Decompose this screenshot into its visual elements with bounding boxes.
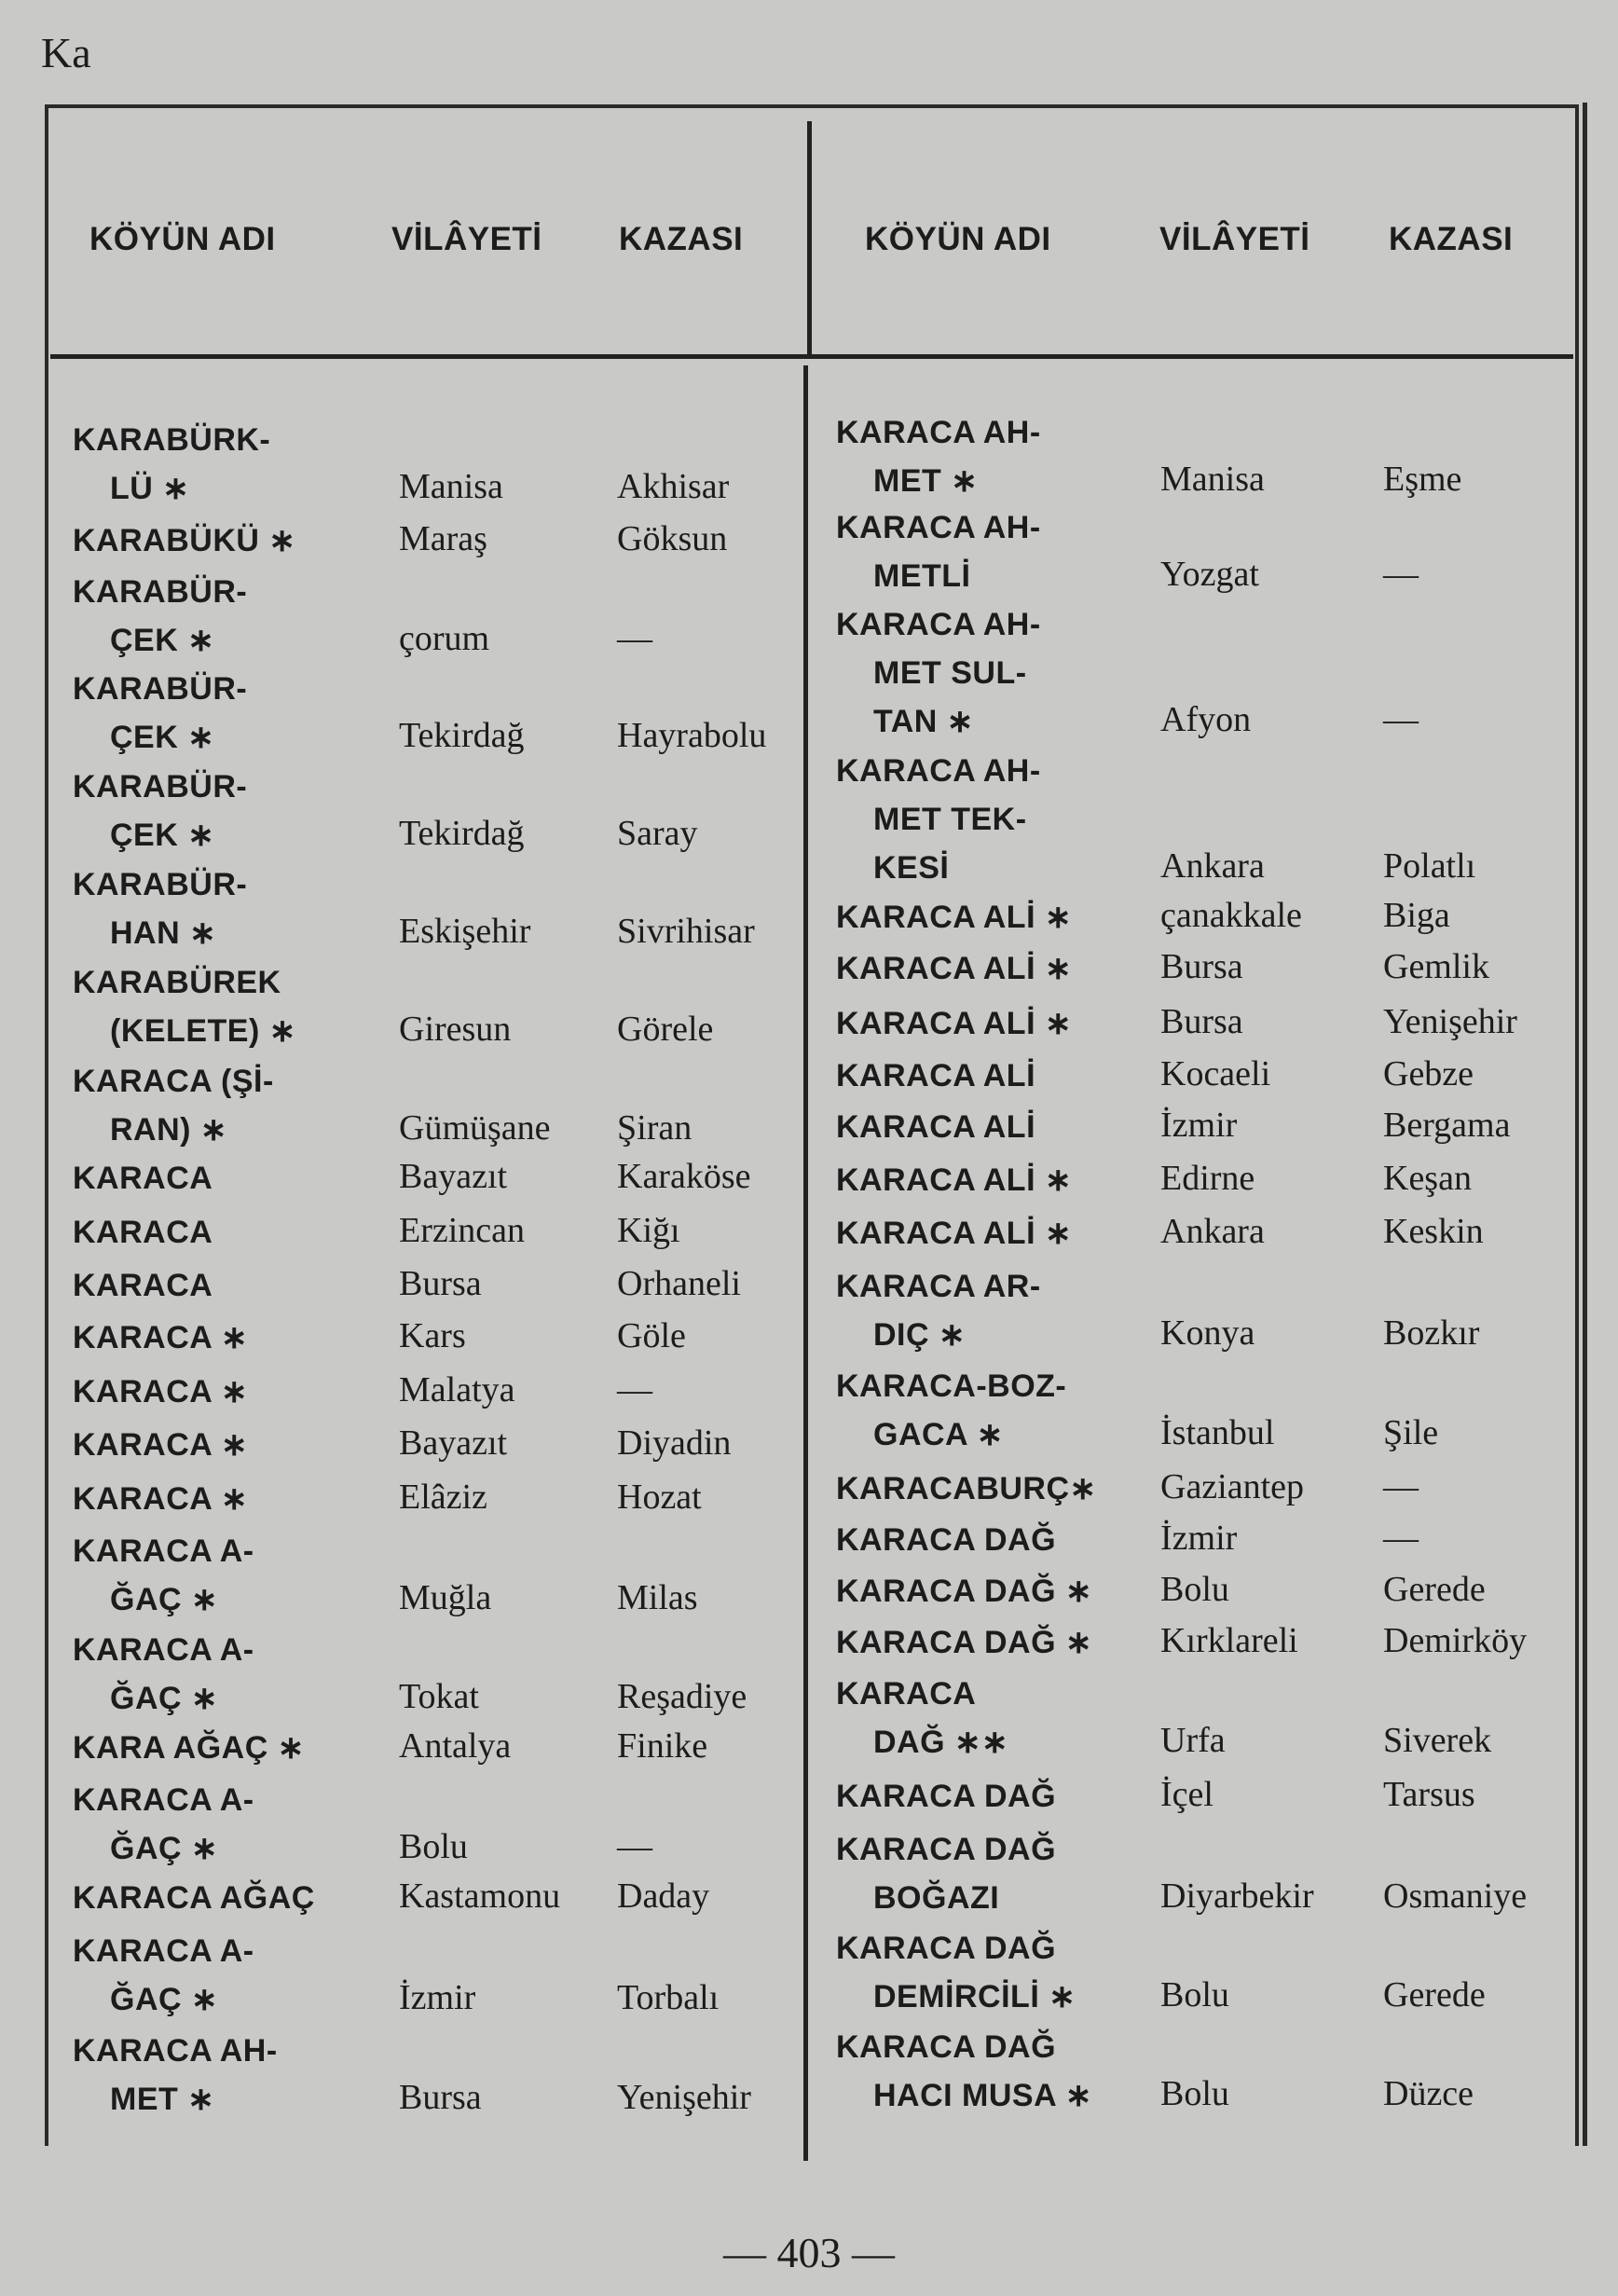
district-cell: Daday	[617, 1877, 710, 1916]
village-name: MET ∗	[873, 463, 979, 499]
district-cell: Şiran	[617, 1108, 692, 1148]
district-cell: Keskin	[1383, 1212, 1484, 1251]
village-name: KARACA ∗	[73, 1481, 248, 1517]
province-cell: Bayazıt	[399, 1157, 508, 1196]
village-name: KARACA AH-	[836, 510, 1041, 545]
village-name: KARACA DAĞ	[836, 2029, 1057, 2065]
province-cell: çorum	[399, 619, 490, 658]
province-cell: İçel	[1160, 1775, 1214, 1814]
district-cell: Siverek	[1383, 1721, 1492, 1760]
province-cell: Afyon	[1160, 700, 1252, 739]
village-name: KESİ	[873, 850, 950, 886]
district-cell: —	[617, 1370, 652, 1409]
village-name: ÇEK ∗	[110, 720, 215, 755]
province-cell: Kocaeli	[1160, 1054, 1271, 1093]
village-name: MET TEK-	[873, 802, 1027, 837]
district-cell: Kiğı	[617, 1211, 680, 1250]
village-name: RAN) ∗	[110, 1112, 227, 1148]
village-name: KARACA AH-	[836, 607, 1041, 642]
village-name: KARACA A-	[73, 1632, 254, 1668]
district-cell: Hayrabolu	[617, 716, 767, 755]
district-cell: —	[1383, 555, 1419, 594]
village-name: KARACA ALİ ∗	[836, 951, 1072, 986]
district-cell: Sivrihisar	[617, 912, 755, 951]
province-cell: Manisa	[1160, 460, 1265, 499]
district-cell: Göle	[617, 1316, 686, 1355]
province-cell: Giresun	[399, 1010, 512, 1049]
district-cell: Gerede	[1383, 1975, 1486, 2014]
province-cell: Bolu	[399, 1827, 468, 1866]
district-cell: —	[1383, 700, 1419, 739]
province-cell: İzmir	[399, 1978, 476, 2017]
district-cell: —	[1383, 1519, 1419, 1558]
village-name: KARABÜR-	[73, 769, 248, 804]
table-frame-right-edge	[1583, 103, 1587, 2146]
province-cell: Edirne	[1160, 1159, 1255, 1198]
column-divider-header	[807, 121, 812, 354]
village-name: KARACA AĞAÇ	[73, 1880, 315, 1916]
province-cell: İstanbul	[1160, 1413, 1275, 1452]
village-name: ĞAÇ ∗	[110, 1582, 218, 1617]
village-name: GACA ∗	[873, 1417, 1004, 1452]
village-name: KARACA DAĞ	[836, 1779, 1057, 1814]
village-name: ÇEK ∗	[110, 623, 215, 658]
province-cell: Antalya	[399, 1726, 512, 1766]
header-right-village: KÖYÜN ADI	[865, 221, 1051, 257]
village-name: KARACA ALİ ∗	[836, 1006, 1072, 1041]
village-name: KARACA A-	[73, 1933, 254, 1969]
province-cell: Tekirdağ	[399, 716, 525, 755]
village-name: KARABÜR-	[73, 867, 248, 902]
village-name: DIÇ ∗	[873, 1317, 966, 1353]
province-cell: Erzincan	[399, 1211, 526, 1250]
province-cell: Kars	[399, 1316, 466, 1355]
village-name: KARACA	[73, 1215, 213, 1250]
district-cell: Karaköse	[617, 1157, 751, 1196]
district-cell: Demirköy	[1383, 1621, 1528, 1660]
district-cell: Milas	[617, 1578, 698, 1617]
village-name: KARABÜR-	[73, 671, 248, 707]
village-name: DAĞ ∗∗	[873, 1725, 1008, 1760]
district-cell: Gebze	[1383, 1054, 1474, 1093]
district-cell: Finike	[617, 1726, 708, 1766]
village-name: KARABÜREK	[73, 965, 281, 1000]
district-cell: Keşan	[1383, 1159, 1472, 1198]
page-number: — 403 —	[723, 2229, 895, 2276]
district-cell: Saray	[617, 814, 698, 853]
village-name: KARACA ∗	[73, 1427, 248, 1463]
village-name: KARACA AH-	[836, 753, 1041, 789]
district-cell: Hozat	[617, 1478, 702, 1517]
province-cell: Malatya	[399, 1370, 515, 1409]
village-name: MET SUL-	[873, 655, 1027, 691]
province-cell: Konya	[1160, 1313, 1255, 1353]
province-cell: Maraş	[399, 519, 487, 558]
province-cell: Tokat	[399, 1677, 479, 1716]
village-name: KARACA	[73, 1161, 213, 1196]
district-cell: Bergama	[1383, 1106, 1511, 1145]
village-name: KARACA AH-	[73, 2033, 278, 2069]
village-name: KARACA DAĞ ∗	[836, 1625, 1092, 1660]
district-cell: Gemlik	[1383, 947, 1489, 986]
province-cell: Manisa	[399, 467, 503, 506]
village-name: KARACA (Şİ-	[73, 1064, 274, 1099]
header-left-province: VİLÂYETİ	[391, 221, 542, 257]
village-name: KARACA	[836, 1676, 977, 1712]
province-cell: Diyarbekir	[1160, 1877, 1314, 1916]
corner-label: Ka	[41, 29, 91, 76]
village-name: KARACA ALİ ∗	[836, 900, 1072, 935]
village-name: HACI MUSA ∗	[873, 2078, 1092, 2113]
district-cell: Reşadiye	[617, 1677, 747, 1716]
header-left-district: KAZASI	[619, 221, 744, 257]
village-name: KARACA-BOZ-	[836, 1368, 1067, 1404]
village-name: KARACA DAĞ	[836, 1832, 1057, 1867]
header-right-province: VİLÂYETİ	[1159, 221, 1310, 257]
district-cell: —	[617, 619, 652, 658]
district-cell: Akhisar	[617, 467, 730, 506]
district-cell: —	[617, 1827, 652, 1866]
village-name: ĞAÇ ∗	[110, 1831, 218, 1866]
district-cell: Görele	[617, 1010, 714, 1049]
village-name: KARACA A-	[73, 1782, 254, 1818]
province-cell: Kırklareli	[1160, 1621, 1298, 1660]
province-cell: İzmir	[1160, 1519, 1238, 1558]
province-cell: Bolu	[1160, 2074, 1229, 2113]
village-name: KARACA DAĞ	[836, 1931, 1057, 1966]
table-frame	[45, 104, 1579, 2146]
district-cell: Düzce	[1383, 2074, 1474, 2113]
village-name: KARACABURÇ∗	[836, 1471, 1097, 1506]
village-name: KARACA	[73, 1268, 213, 1303]
village-name: ÇEK ∗	[110, 818, 215, 853]
village-name: KARACA ∗	[73, 1320, 248, 1355]
district-cell: Torbalı	[617, 1978, 720, 2017]
province-cell: Ankara	[1160, 846, 1265, 886]
village-name: KARA AĞAÇ ∗	[73, 1730, 305, 1766]
province-cell: Eskişehir	[399, 912, 531, 951]
village-name: DEMİRCİLİ ∗	[873, 1979, 1076, 2014]
province-cell: Urfa	[1160, 1721, 1226, 1760]
district-cell: Tarsus	[1383, 1775, 1475, 1814]
district-cell: Şile	[1383, 1413, 1439, 1452]
village-name: KARACA ALİ ∗	[836, 1162, 1072, 1198]
province-cell: Ankara	[1160, 1212, 1265, 1251]
province-cell: Gaziantep	[1160, 1467, 1305, 1506]
district-cell: Osmaniye	[1383, 1877, 1528, 1916]
district-cell: Göksun	[617, 519, 728, 558]
village-name: KARACA A-	[73, 1533, 254, 1569]
district-cell: Orhaneli	[617, 1264, 741, 1303]
village-name: KARACA ALİ	[836, 1109, 1036, 1145]
province-cell: Muğla	[399, 1578, 492, 1617]
province-cell: Bursa	[1160, 1002, 1243, 1041]
village-name: KARACA ALİ ∗	[836, 1216, 1072, 1251]
province-cell: çanakkale	[1160, 896, 1302, 935]
district-cell: Diyadin	[617, 1423, 732, 1463]
district-cell: Yenişehir	[1383, 1002, 1517, 1041]
village-name: KARACA AH-	[836, 415, 1041, 450]
header-rule	[50, 354, 1573, 359]
village-name: KARABÜR-	[73, 574, 248, 610]
village-name: BOĞAZI	[873, 1880, 1000, 1916]
district-cell: Polatlı	[1383, 846, 1476, 886]
header-left-village: KÖYÜN ADI	[89, 221, 276, 257]
header-right-district: KAZASI	[1389, 221, 1514, 257]
village-name: ĞAÇ ∗	[110, 1681, 218, 1716]
village-name: MET ∗	[110, 2082, 215, 2117]
province-cell: İzmir	[1160, 1106, 1238, 1145]
district-cell: Bozkır	[1383, 1313, 1480, 1353]
village-name: KARACA AR-	[836, 1269, 1041, 1304]
province-cell: Elâziz	[399, 1478, 487, 1517]
village-name: KARACA DAĞ	[836, 1522, 1057, 1558]
village-name: KARABÜKÜ ∗	[73, 523, 296, 558]
column-divider	[803, 365, 808, 2161]
village-name: METLİ	[873, 558, 971, 594]
province-cell: Tekirdağ	[399, 814, 525, 853]
province-cell: Bursa	[399, 2078, 482, 2117]
district-cell: Gerede	[1383, 1570, 1486, 1609]
province-cell: Bursa	[1160, 947, 1243, 986]
district-cell: Yenişehir	[617, 2078, 751, 2117]
province-cell: Bolu	[1160, 1570, 1229, 1609]
province-cell: Bolu	[1160, 1975, 1229, 2014]
province-cell: Gümüşane	[399, 1108, 551, 1148]
district-cell: Eşme	[1383, 460, 1462, 499]
village-name: ĞAÇ ∗	[110, 1982, 218, 2017]
village-name: KARACA ∗	[73, 1374, 248, 1409]
province-cell: Kastamonu	[399, 1877, 561, 1916]
province-cell: Bursa	[399, 1264, 482, 1303]
village-name: HAN ∗	[110, 915, 217, 951]
village-name: TAN ∗	[873, 704, 974, 739]
village-name: LÜ ∗	[110, 471, 190, 506]
province-cell: Yozgat	[1160, 555, 1259, 594]
village-name: KARACA DAĞ ∗	[836, 1574, 1092, 1609]
village-name: (KELETE) ∗	[110, 1013, 296, 1049]
village-name: KARABÜRK-	[73, 422, 271, 458]
village-name: KARACA ALİ	[836, 1058, 1036, 1093]
province-cell: Bayazıt	[399, 1423, 508, 1463]
district-cell: Biga	[1383, 896, 1450, 935]
district-cell: —	[1383, 1467, 1419, 1506]
